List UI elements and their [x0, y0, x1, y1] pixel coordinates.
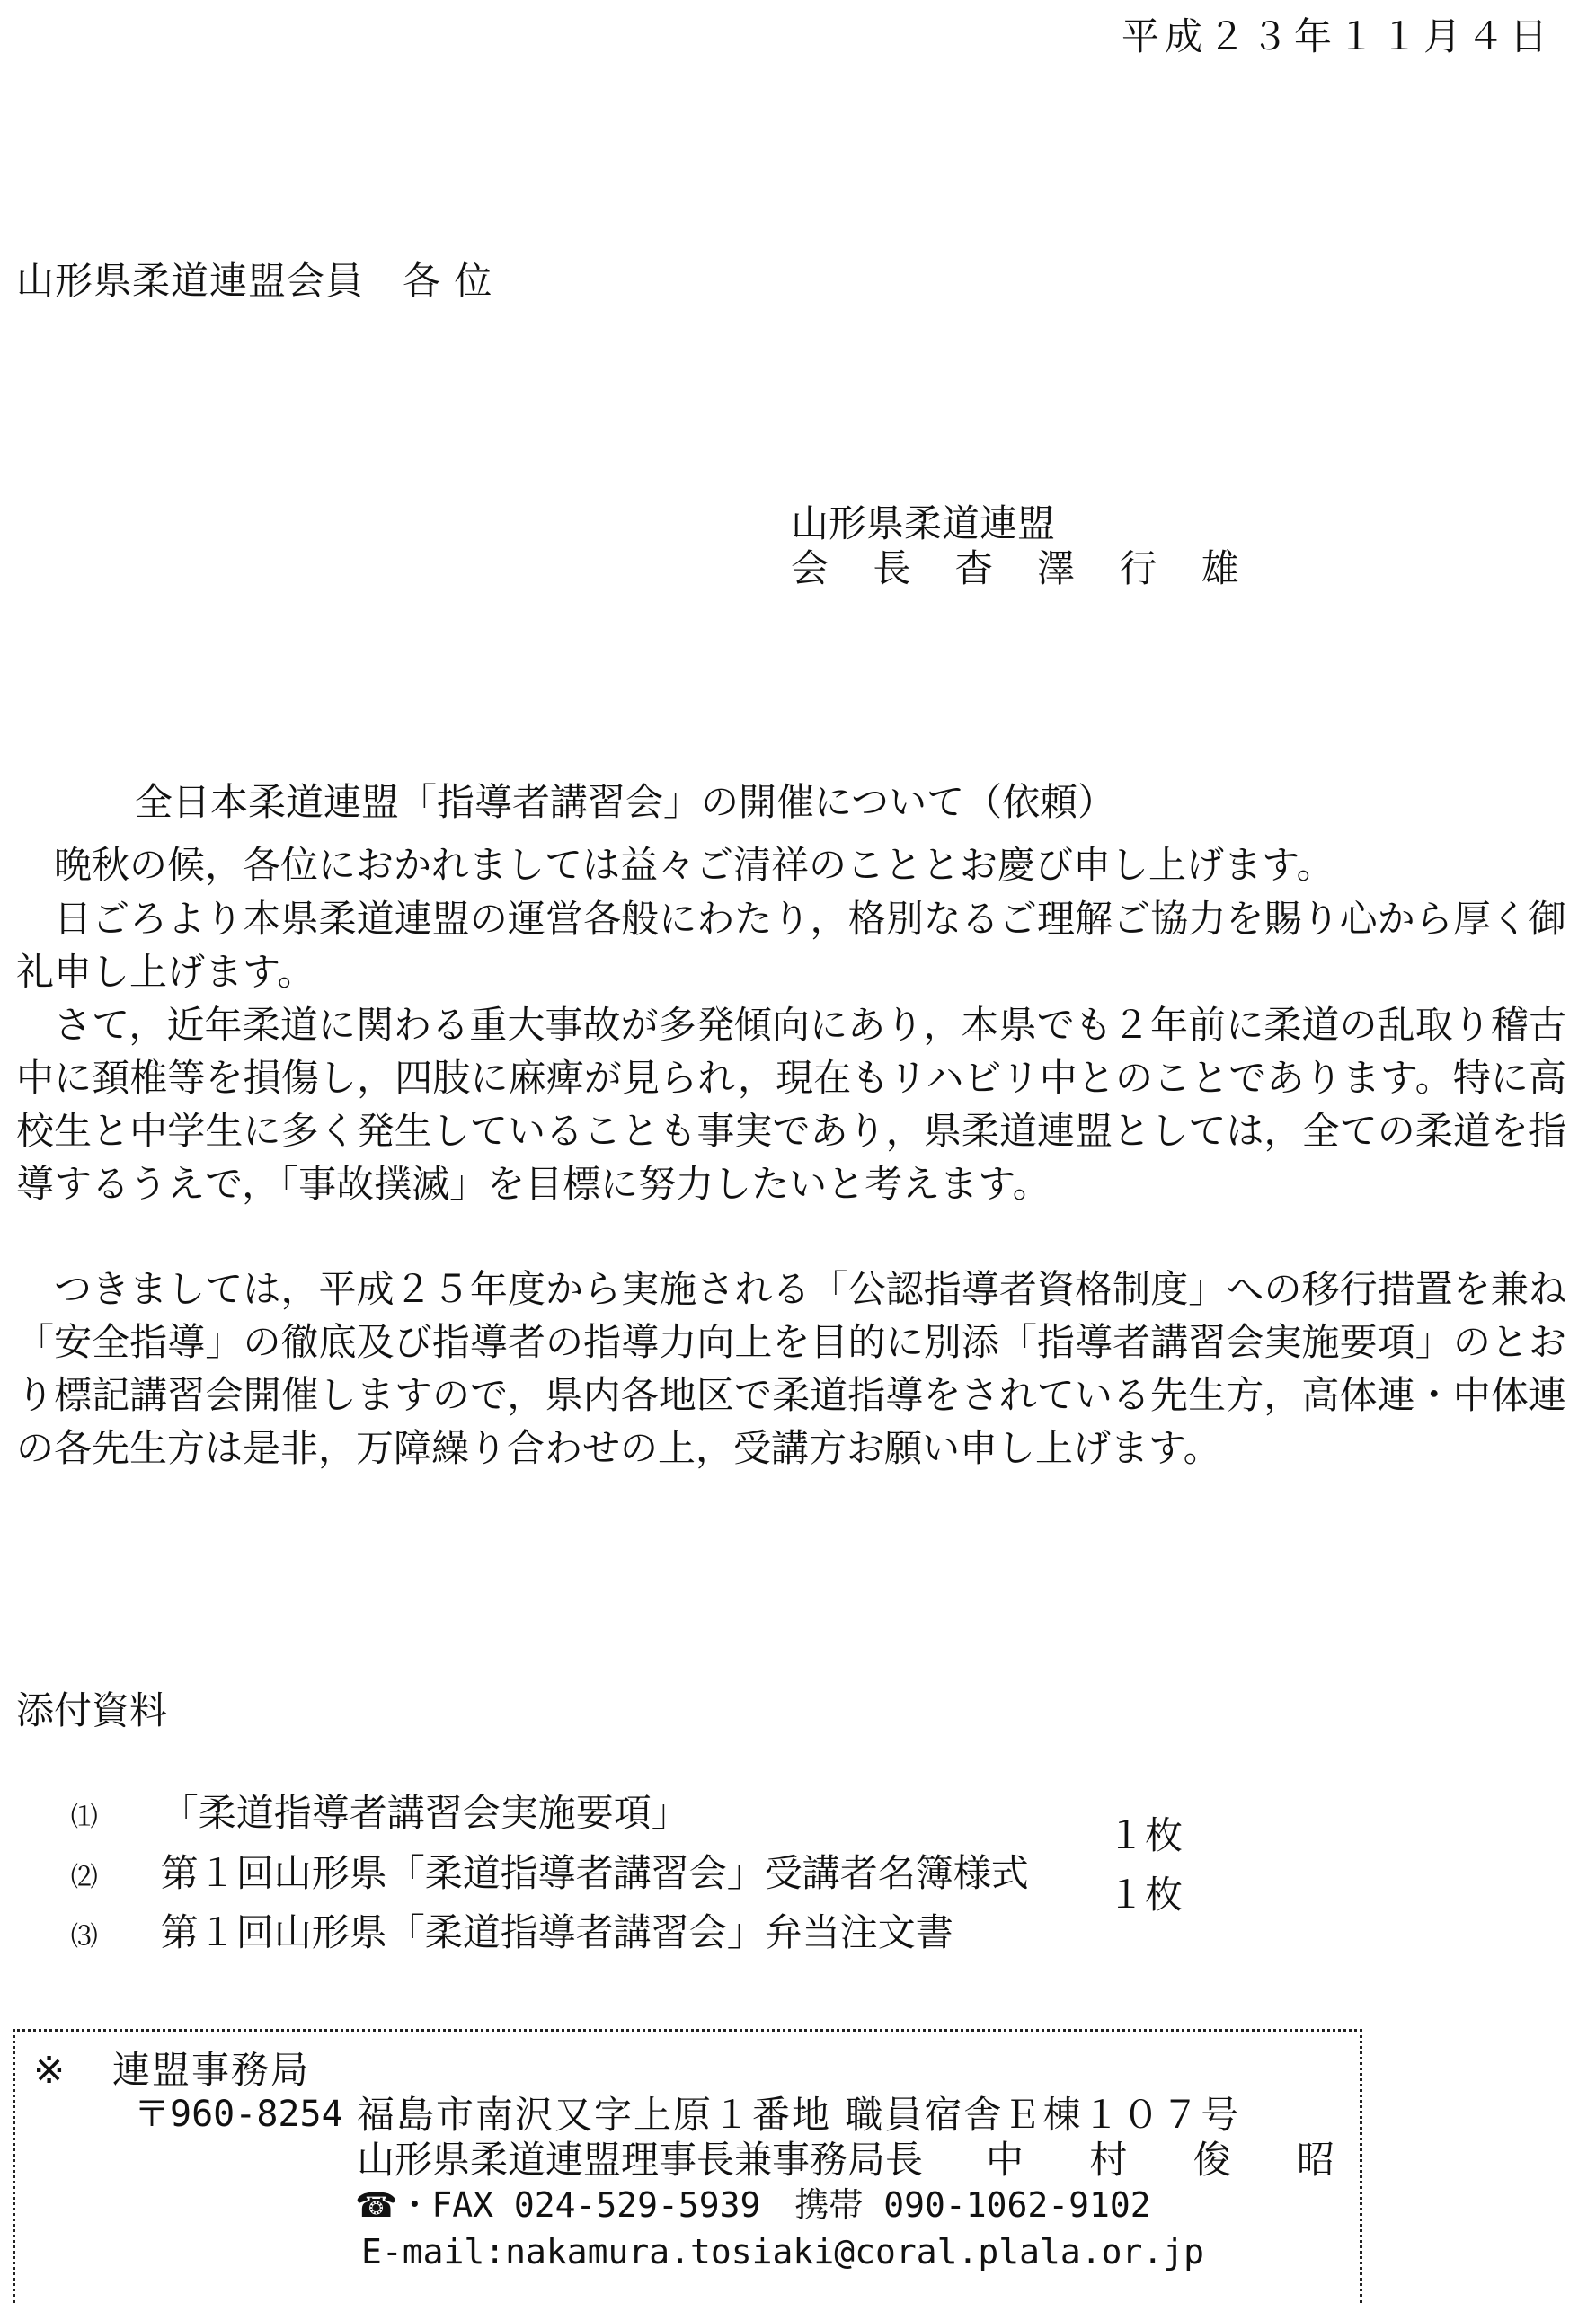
contact-person-name: 中 村 俊 昭 — [986, 2138, 1362, 2182]
attachments-title: 添付資料 — [16, 1688, 168, 1732]
letter-subject: 全日本柔道連盟「指導者講習会」の開催について（依頼） — [135, 780, 1116, 824]
contact-box — [13, 2029, 1362, 2303]
sender-organization: 山形県柔道連盟 — [791, 501, 1056, 545]
attachment-text: 「柔道指導者講習会実施要項」 — [160, 1791, 689, 1835]
addressee: 山形県柔道連盟会員 各 位 — [16, 259, 493, 303]
letter-date: 平成２３年１１月４日 — [1121, 14, 1553, 58]
contact-postal-code: 〒960-8254 — [134, 2094, 343, 2135]
contact-person-title: 山形県柔道連盟理事長兼事務局長 — [357, 2138, 924, 2182]
contact-address: 福島市南沢又字上原１番地 職員宿舎Ｅ棟１０７号 — [357, 2093, 1241, 2137]
contact-email: E-mail:nakamura.tosiaki@coral.plala.or.jp — [361, 2232, 1204, 2272]
attachment-number: ⑵ — [70, 1862, 98, 1893]
contact-phone — [355, 2185, 1151, 2225]
contact-phone-text: ・FAX 024-529-5939 携帯 090-1062-9102 — [397, 2185, 1151, 2225]
attachment-number: ⑴ — [70, 1802, 98, 1833]
body-paragraph-request: つきましては，平成２５年度から実施される「公認指導者資格制度」への移行措置を兼ね「安全指導」の徹底及び指導者の指導力向上を目的に別添「指導者講習会実施要項」のとおり標記講習会開催しますので，県内各地区で柔道指導をされている先生方，高体連・中体連の各先生方は是非，万障繰り合わせの上，受講方お願い申し上げます。 — [16, 1267, 1566, 1470]
telephone-icon: ☎ — [355, 2185, 398, 2225]
contact-office: 連盟事務局 — [112, 2048, 311, 2092]
attachment-count: １枚 — [1107, 1873, 1184, 1917]
body-paragraph-background: さて，近年柔道に関わる重大事故が多発傾向にあり，本県でも２年前に柔道の乱取り稽古中に頚椎等を損傷し，四肢に麻痺が見られ，現在もリハビリ中とのことであります。特に高校生と中学生に多く発生していることも事実であり，県柔道連盟としては，全ての柔道を指導するうえで，「事故撲滅」を目標に努力したいと考えます。 — [16, 1003, 1566, 1206]
body-paragraph-greeting: 晩秋の候，各位におかれましては益々ご清祥のこととお慶び申し上げます。 — [54, 843, 1334, 887]
attachment-text: 第１回山形県「柔道指導者講習会」受講者名簿様式 — [160, 1851, 1029, 1895]
attachment-count: １枚 — [1107, 1813, 1184, 1857]
note-mark: ※ — [33, 2048, 66, 2092]
sender-name: 会 長 杳 澤 行 雄 — [791, 546, 1255, 590]
attachment-number: ⑶ — [70, 1921, 98, 1953]
attachment-text: 第１回山形県「柔道指導者講習会」弁当注文書 — [160, 1910, 953, 1954]
body-paragraph-thanks: 日ごろより本県柔道連盟の運営各般にわたり，格別なるご理解ご協力を賜り心から厚く御礼申し上げます。 — [16, 897, 1566, 994]
